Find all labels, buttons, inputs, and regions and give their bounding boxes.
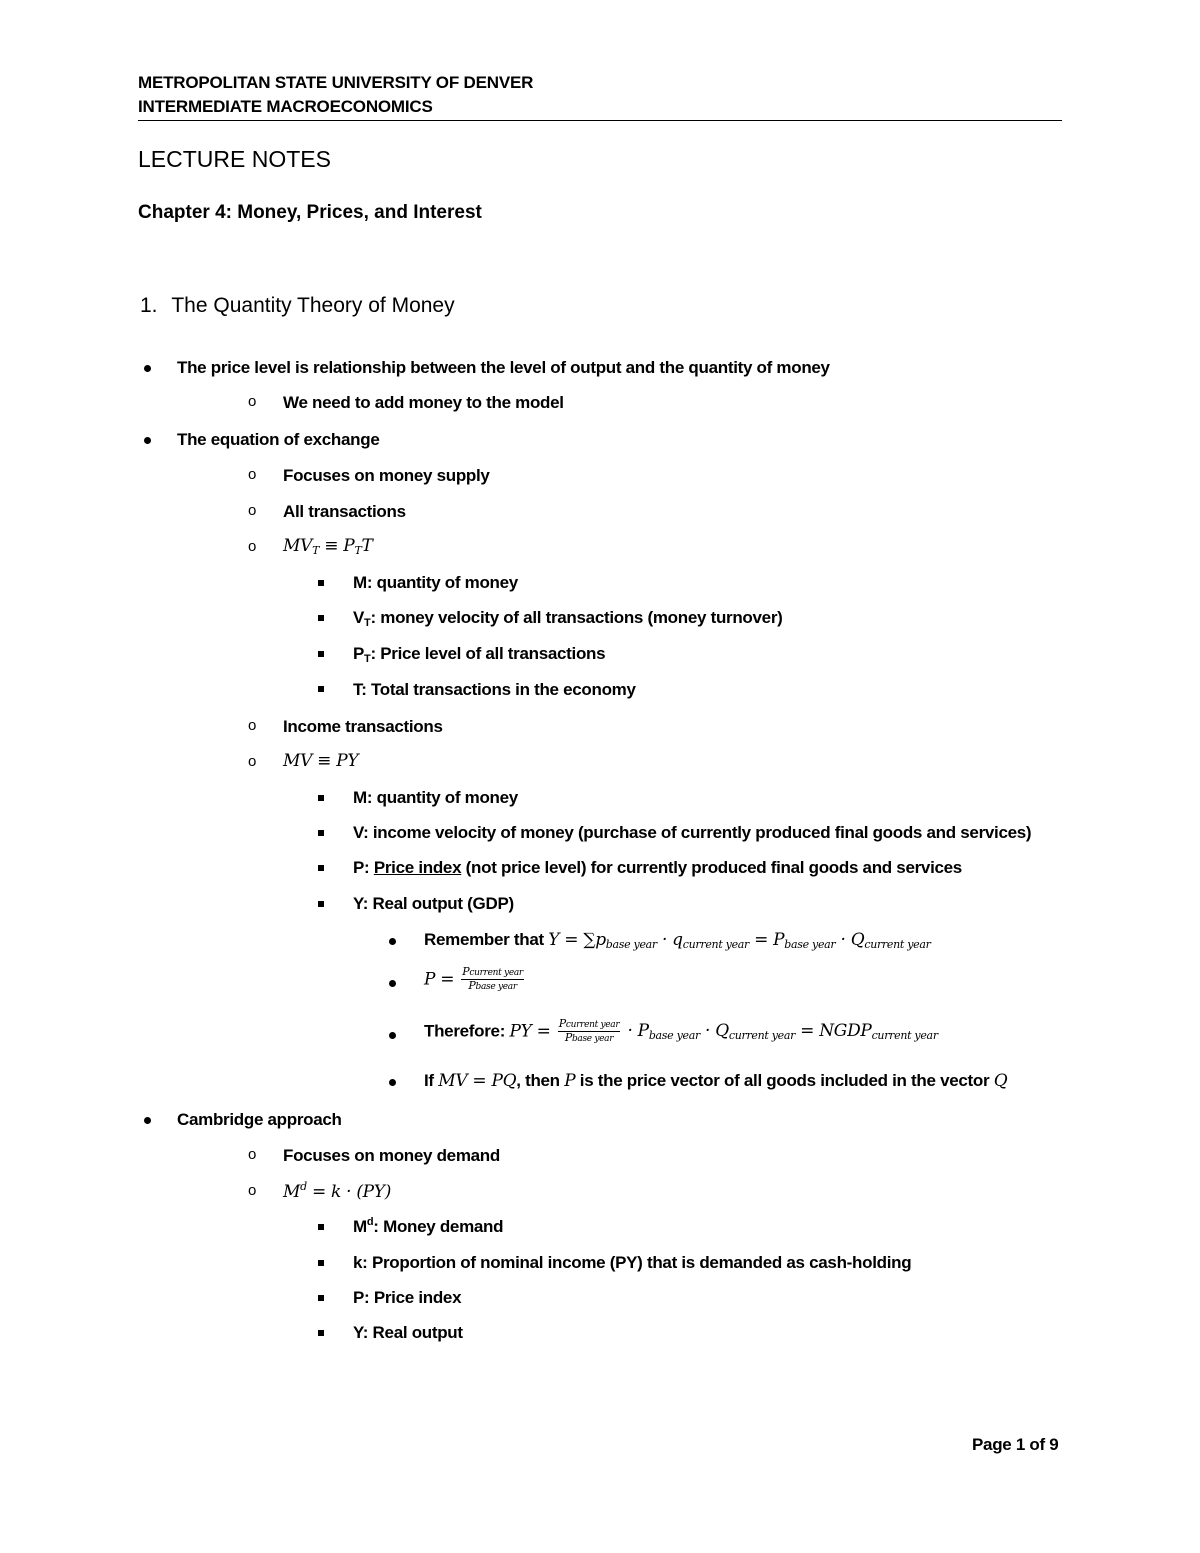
circle-bullet-icon: o <box>248 538 257 555</box>
therefore-m1-sub: base year <box>648 1029 700 1042</box>
therefore-m2-sub: current year <box>728 1029 796 1042</box>
square-bullet-icon <box>318 865 324 871</box>
square-bullet-icon <box>318 795 324 801</box>
price-index-link[interactable]: Price index <box>373 858 462 877</box>
remember-eq-a: Y = ∑p <box>548 930 606 950</box>
eq-op: ≡ <box>319 536 344 556</box>
p-def-den-sub: base year <box>475 982 517 992</box>
circle-bullet-icon: o <box>248 1182 257 1199</box>
term-vt <box>353 608 783 629</box>
if-eq: MV = PQ <box>438 1071 517 1091</box>
sub-focus-supply: Focuses on money supply <box>283 466 490 485</box>
square-bullet-icon <box>318 830 324 836</box>
therefore-m3-sub: current year <box>871 1029 938 1042</box>
square-bullet-icon <box>318 615 324 621</box>
remember-eq-c-sub: base year <box>784 938 836 951</box>
remember-eq-b-sub: current year <box>682 938 749 951</box>
square-bullet-icon <box>318 580 324 586</box>
term-pt-sub: T <box>364 653 371 665</box>
section-number: 1. <box>140 294 158 317</box>
therefore-m3: = NGDP <box>795 1021 872 1041</box>
p-def-num: P <box>462 965 470 978</box>
bullet-cambridge: Cambridge approach <box>177 1110 342 1129</box>
if-p: P <box>564 1071 576 1091</box>
term-m-transactions: M: quantity of money <box>353 573 518 592</box>
cambridge-lhs-sup: d <box>300 1180 307 1193</box>
sub-add-money: We need to add money to the model <box>283 393 564 412</box>
bullet-icon <box>144 1117 151 1124</box>
eq-lhs: MV <box>283 536 313 556</box>
term-md <box>353 1216 503 1237</box>
eq-rhs1-sub: T <box>354 544 362 557</box>
term-p-prefix: P: <box>353 858 374 877</box>
bullet-icon <box>389 938 396 945</box>
section-title: The Quantity Theory of Money <box>171 294 455 317</box>
page-number: Page 1 of 9 <box>972 1435 1059 1454</box>
square-bullet-icon <box>318 651 324 657</box>
term-p-cambridge: P: Price index <box>353 1288 462 1307</box>
header-course: INTERMEDIATE MACROECONOMICS <box>138 97 433 116</box>
bullet-icon <box>144 365 151 372</box>
eq-rhs1: P <box>343 536 355 556</box>
if-text-c: is the price vector of all goods included in the vector <box>575 1071 994 1090</box>
p-def-lhs: P = <box>424 969 460 990</box>
remember-eq-a-sub: base year <box>605 938 657 951</box>
p-def-den: P <box>468 979 476 992</box>
therefore-lhs: PY = <box>509 1021 556 1042</box>
square-bullet-icon <box>318 1295 324 1301</box>
chapter-heading: Chapter 4: Money, Prices, and Interest <box>138 202 482 223</box>
term-m-income: M: quantity of money <box>353 788 518 807</box>
bullet-icon <box>389 1079 396 1086</box>
equation-transactions <box>283 536 373 557</box>
bullet-equation-of-exchange: The equation of exchange <box>177 430 380 449</box>
term-p-income <box>353 858 962 878</box>
term-v-income: V: income velocity of money (purchase of currently produced final goods and services) <box>353 823 1032 842</box>
therefore-den-sub: base year <box>571 1034 614 1044</box>
therefore-num-sub: current year <box>565 1020 620 1030</box>
remember-equation <box>424 930 931 951</box>
p-def-num-sub: current year <box>469 968 523 978</box>
eq-lhs-sub: T <box>312 544 320 557</box>
term-md-sup: d <box>366 1216 374 1228</box>
header-divider <box>138 120 1062 121</box>
remember-eq-d: · Q <box>835 930 865 950</box>
therefore-num: P <box>558 1017 566 1030</box>
term-md-text: : Money demand <box>373 1217 504 1236</box>
equation-income: MV ≡ PY <box>283 751 359 771</box>
term-pt-text: : Price level of all transactions <box>370 644 606 663</box>
bullet-icon <box>389 1032 396 1039</box>
term-p-text: (not price level) for currently produced final goods and services <box>461 858 962 877</box>
square-bullet-icon <box>318 686 324 692</box>
square-bullet-icon <box>318 1224 324 1230</box>
remember-eq-b: · q <box>656 930 683 950</box>
circle-bullet-icon: o <box>248 466 257 483</box>
term-pt-letter: P <box>353 644 365 663</box>
square-bullet-icon <box>318 1260 324 1266</box>
term-t: T: Total transactions in the economy <box>353 680 636 699</box>
eq-rhs2: T <box>361 536 373 556</box>
term-vt-text: : money velocity of all transactions (money turnover) <box>370 608 783 627</box>
p-def-fraction <box>461 966 524 993</box>
term-y-income: Y: Real output (GDP) <box>353 894 514 913</box>
if-text-a: If <box>424 1071 439 1090</box>
if-statement <box>424 1071 1007 1091</box>
cambridge-lhs: M <box>283 1182 301 1202</box>
bullet-icon <box>389 980 396 987</box>
if-text-b: , then <box>516 1071 565 1090</box>
term-y-cambridge: Y: Real output <box>353 1323 463 1342</box>
bullet-icon <box>144 437 151 444</box>
circle-bullet-icon: o <box>248 393 257 410</box>
remember-label: Remember that <box>424 930 549 949</box>
term-k: k: Proportion of nominal income (PY) that is demanded as cash-holding <box>353 1253 912 1272</box>
therefore-equation <box>424 1018 938 1045</box>
page-title: LECTURE NOTES <box>138 146 331 172</box>
p-definition <box>424 966 526 993</box>
remember-eq-c: = P <box>749 930 785 950</box>
cambridge-rhs: = k · (PY) <box>306 1182 392 1202</box>
sub-all-transactions: All transactions <box>283 502 406 521</box>
therefore-m1: · P <box>622 1021 649 1041</box>
square-bullet-icon <box>318 1330 324 1336</box>
section-heading <box>140 294 455 318</box>
therefore-den: P <box>564 1031 572 1044</box>
bullet-price-level: The price level is relationship between the level of output and the quantity of money <box>177 358 830 377</box>
circle-bullet-icon: o <box>248 717 257 734</box>
circle-bullet-icon: o <box>248 753 257 770</box>
sub-income-transactions: Income transactions <box>283 717 443 736</box>
term-md-letter: M <box>353 1217 367 1236</box>
if-q: Q <box>993 1071 1008 1091</box>
sub-focus-demand: Focuses on money demand <box>283 1146 500 1165</box>
therefore-label: Therefore: <box>424 1021 510 1041</box>
header-university: METROPOLITAN STATE UNIVERSITY OF DENVER <box>138 73 534 92</box>
therefore-fraction <box>558 1018 621 1045</box>
term-vt-letter: V <box>353 608 365 627</box>
circle-bullet-icon: o <box>248 1146 257 1163</box>
circle-bullet-icon: o <box>248 502 257 519</box>
remember-eq-d-sub: current year <box>864 938 931 951</box>
term-vt-sub: T <box>364 617 371 629</box>
equation-cambridge <box>283 1180 391 1202</box>
therefore-m2: · Q <box>699 1021 729 1041</box>
square-bullet-icon <box>318 901 324 907</box>
term-pt <box>353 644 605 665</box>
